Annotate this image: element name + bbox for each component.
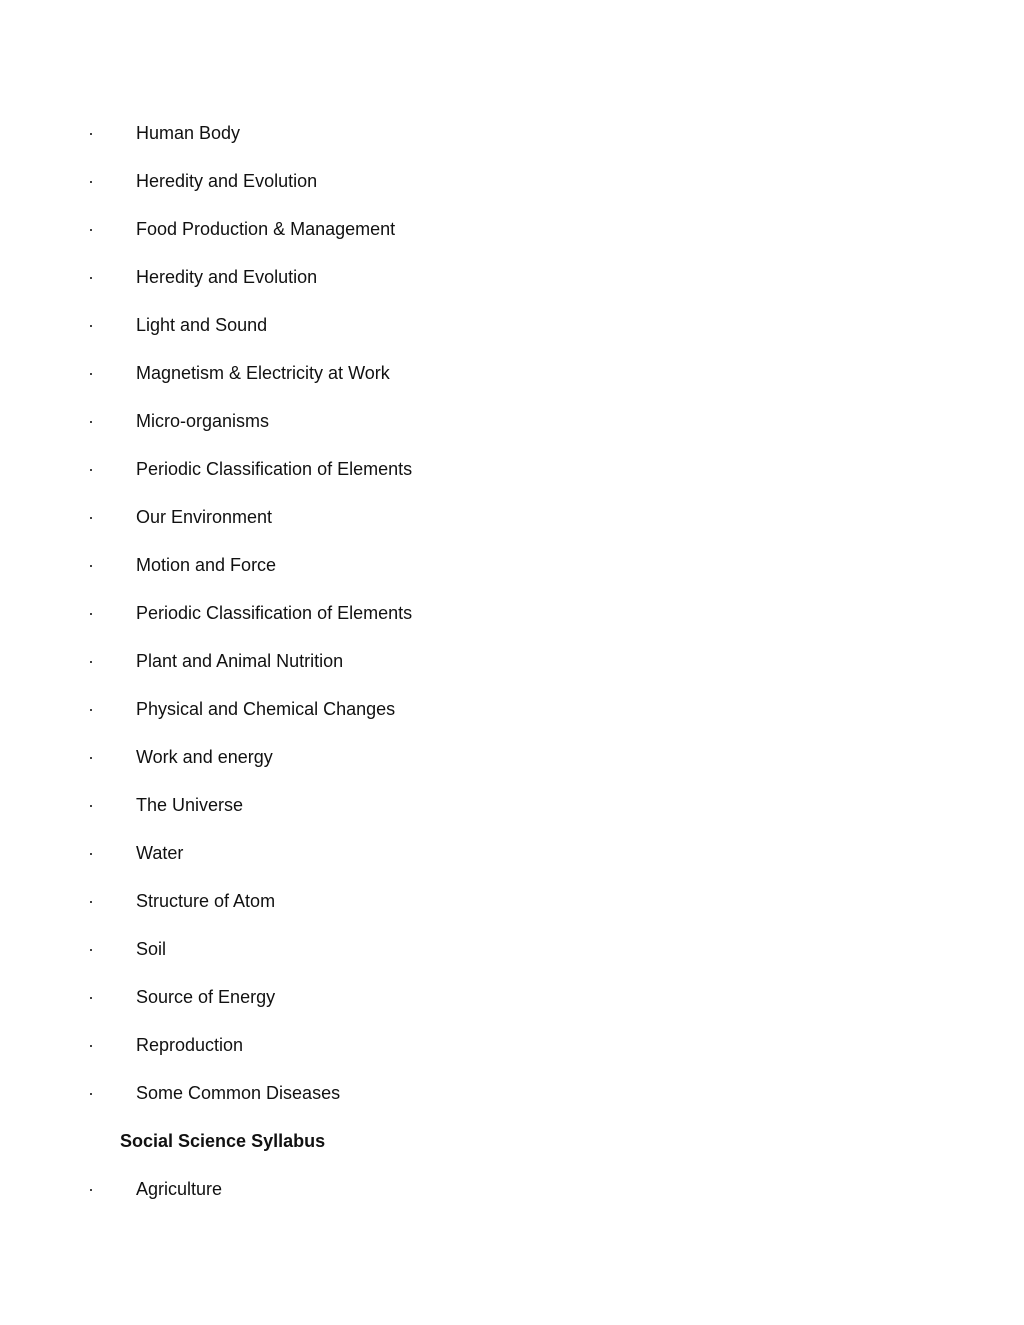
- list-item-text: Water: [136, 843, 184, 863]
- bullet-icon: ·: [88, 795, 94, 815]
- list-item-text: Magnetism & Electricity at Work: [136, 363, 390, 383]
- list-item-text: Micro-organisms: [136, 411, 270, 431]
- list-item: [0, 973, 1024, 1021]
- list-item-text: Periodic Classification of Elements: [136, 603, 413, 623]
- list-item: [0, 301, 1024, 349]
- list-item: [0, 541, 1024, 589]
- section-heading: Social Science Syllabus: [120, 1131, 326, 1151]
- bullet-icon: ·: [88, 363, 94, 383]
- list-item: [0, 157, 1024, 205]
- bullet-icon: ·: [88, 939, 94, 959]
- list-item-text: Light and Sound: [136, 315, 268, 335]
- section-heading-row: [0, 1117, 1024, 1165]
- list-item: [0, 781, 1024, 829]
- list-item: [0, 493, 1024, 541]
- list-item: [0, 925, 1024, 973]
- list-item-text: The Universe: [136, 795, 244, 815]
- list-item-text: Plant and Animal Nutrition: [136, 651, 344, 671]
- list-item-text: Agriculture: [136, 1179, 223, 1199]
- bullet-icon: ·: [88, 651, 94, 671]
- list-item-text: Physical and Chemical Changes: [136, 699, 396, 719]
- bullet-icon: ·: [88, 555, 94, 575]
- bullet-icon: ·: [88, 699, 94, 719]
- list-item-text: Heredity and Evolution: [136, 171, 318, 191]
- list-item: [0, 109, 1024, 157]
- list-item: [0, 1021, 1024, 1069]
- bullet-icon: ·: [88, 267, 94, 287]
- list-item-text: Structure of Atom: [136, 891, 276, 911]
- list-item-text: Periodic Classification of Elements: [136, 459, 413, 479]
- list-item-text: Work and energy: [136, 747, 273, 767]
- bullet-icon: ·: [88, 987, 94, 1007]
- list-item: [0, 1165, 1024, 1213]
- bullet-icon: ·: [88, 891, 94, 911]
- bullet-icon: ·: [88, 219, 94, 239]
- bullet-icon: ·: [88, 315, 94, 335]
- list-item-text: Motion and Force: [136, 555, 277, 575]
- bullet-icon: ·: [88, 843, 94, 863]
- syllabus-list: [0, 109, 1024, 1213]
- bullet-icon: ·: [88, 459, 94, 479]
- list-item: [0, 829, 1024, 877]
- list-item: [0, 1069, 1024, 1117]
- list-item: [0, 253, 1024, 301]
- bullet-icon: ·: [88, 747, 94, 767]
- list-item: [0, 685, 1024, 733]
- bullet-icon: ·: [88, 171, 94, 191]
- list-item: [0, 349, 1024, 397]
- list-item: [0, 445, 1024, 493]
- list-item: [0, 733, 1024, 781]
- list-item: [0, 877, 1024, 925]
- bullet-icon: ·: [88, 603, 94, 623]
- bullet-icon: ·: [88, 1179, 94, 1199]
- list-item-text: Some Common Diseases: [136, 1083, 341, 1103]
- list-item: [0, 205, 1024, 253]
- list-item-text: Human Body: [136, 123, 241, 143]
- list-item-text: Our Environment: [136, 507, 273, 527]
- list-item-text: Source of Energy: [136, 987, 276, 1007]
- list-item: [0, 397, 1024, 445]
- list-item: [0, 589, 1024, 637]
- list-item-text: Reproduction: [136, 1035, 244, 1055]
- bullet-icon: ·: [88, 123, 94, 143]
- list-item: [0, 637, 1024, 685]
- bullet-icon: ·: [88, 1035, 94, 1055]
- bullet-icon: ·: [88, 1083, 94, 1103]
- bullet-icon: ·: [88, 507, 94, 527]
- list-item-text: Heredity and Evolution: [136, 267, 318, 287]
- bullet-icon: ·: [88, 411, 94, 431]
- list-item-text: Food Production & Management: [136, 219, 396, 239]
- list-item-text: Soil: [136, 939, 167, 959]
